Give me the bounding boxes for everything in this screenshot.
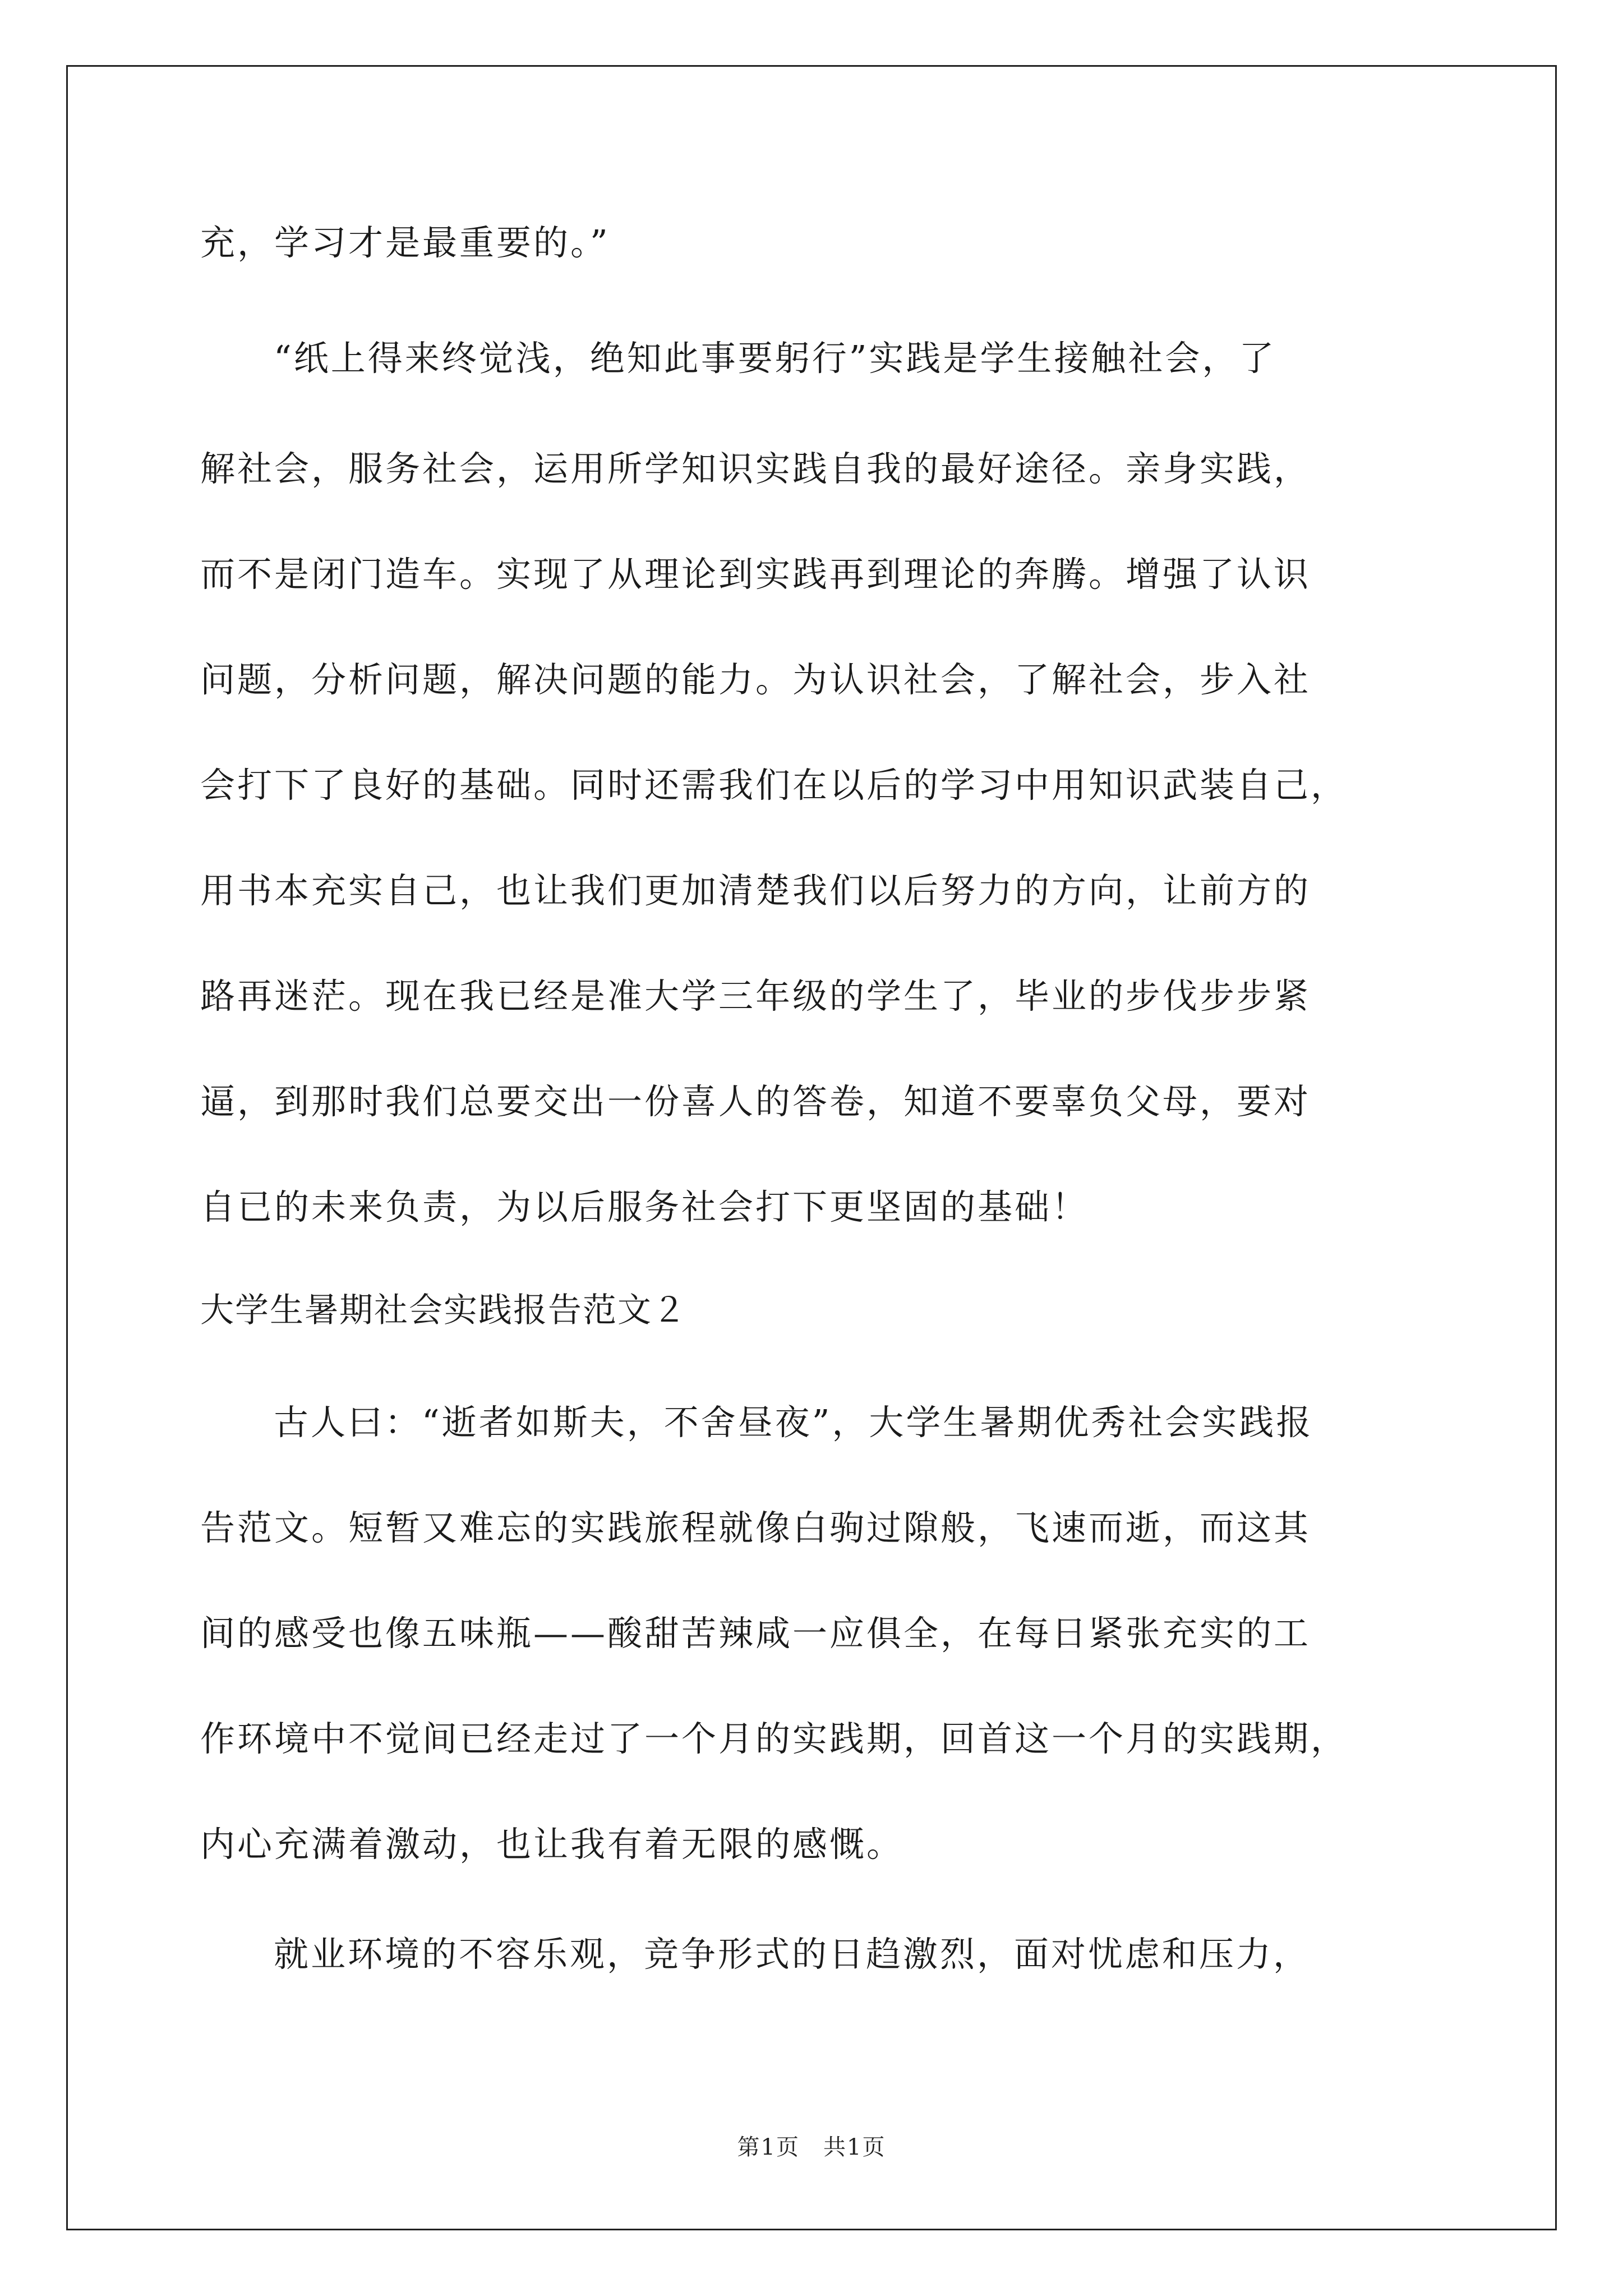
text-line: 路再迷茫。现在我已经是准大学三年级的学生了，毕业的步伐步步紧	[200, 976, 1311, 1016]
text-line: 告范文。短暂又难忘的实践旅程就像白驹过隙般，飞速而逝，而这其	[200, 1507, 1311, 1548]
text-line: 间的感受也像五味瓶——酸甜苦辣咸一应俱全，在每日紧张充实的工	[200, 1613, 1311, 1654]
paragraph-start-line: 古人曰：“逝者如斯夫，不舍昼夜”，大学生暑期优秀社会实践报	[274, 1402, 1313, 1443]
text-line: 而不是闭门造车。实现了从理论到实践再到理论的奔腾。增强了认识	[200, 554, 1311, 595]
text-line: 问题，分析问题，解决问题的能力。为认识社会，了解社会，步入社	[200, 659, 1311, 700]
text-line: 作环境中不觉间已经走过了一个月的实践期，回首这一个月的实践期，	[200, 1718, 1348, 1759]
paragraph-start-line: 就业环境的不容乐观，竞争形式的日趋激烈，面对忧虑和压力，	[274, 1934, 1311, 1975]
text-line: 充，学习才是最重要的。”	[200, 222, 610, 263]
text-line: 会打下了良好的基础。同时还需我们在以后的学习中用知识武装自己，	[200, 765, 1348, 806]
section-heading: 大学生暑期社会实践报告范文２	[200, 1291, 687, 1330]
text-line: 用书本充实自己，也让我们更加清楚我们以后努力的方向，让前方的	[200, 870, 1311, 911]
text-line: 解社会，服务社会，运用所学知识实践自我的最好途径。亲身实践，	[200, 448, 1311, 489]
page-border	[66, 65, 1557, 2230]
page-number-footer: 第1页 共1页	[737, 2134, 886, 2160]
text-line: 内心充满着激动，也让我有着无限的感慨。	[200, 1824, 904, 1865]
text-line: 逼，到那时我们总要交出一份喜人的答卷，知道不要辜负父母，要对	[200, 1081, 1311, 1122]
text-line: 自已的未来负责，为以后服务社会打下更坚固的基础！	[200, 1186, 1089, 1227]
paragraph-start-line: “纸上得来终觉浅，绝知此事要躬行”实践是学生接触社会，了	[274, 338, 1276, 379]
